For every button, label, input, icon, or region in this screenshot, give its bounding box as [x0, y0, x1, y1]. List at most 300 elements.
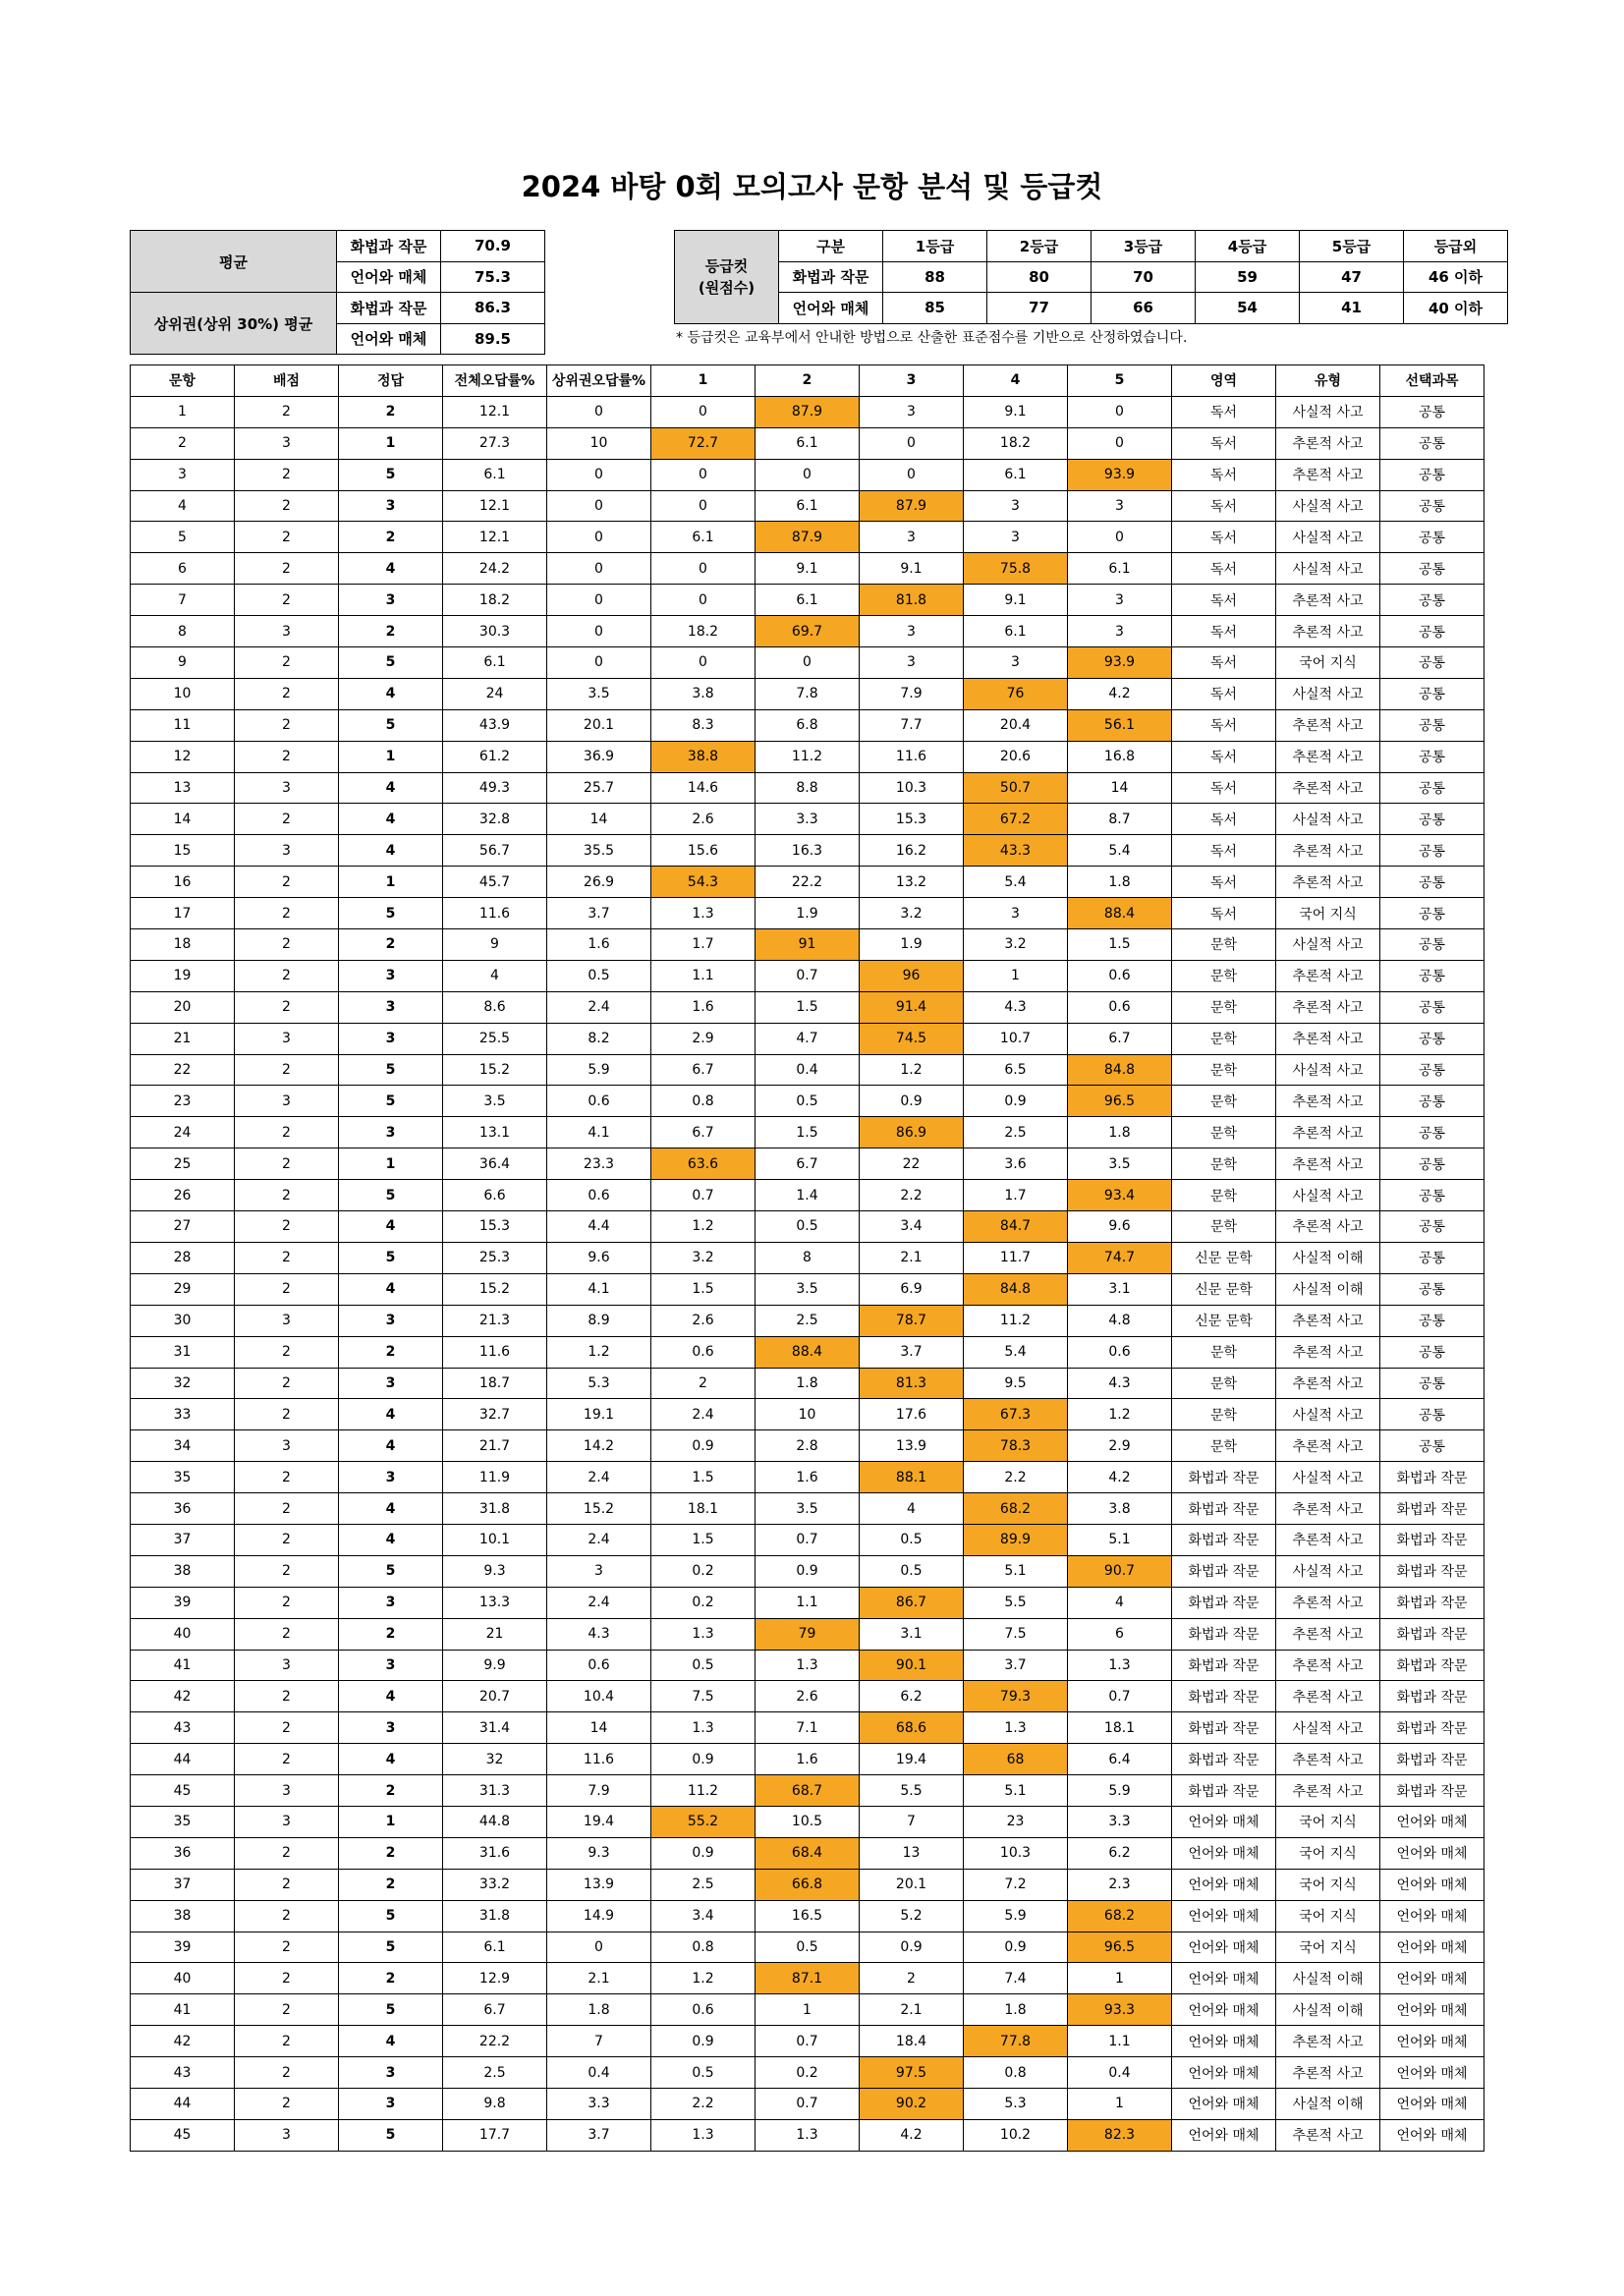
average-value: 89.5 [441, 323, 545, 355]
answer-cell: 4 [339, 1744, 443, 1775]
question-number: 16 [131, 867, 235, 898]
choice-rate-3: 1.9 [860, 929, 964, 961]
grade-cut-value: 41 [1300, 293, 1404, 324]
average-subject: 언어와 매체 [337, 323, 441, 355]
area-cell: 언어와 매체 [1172, 1837, 1276, 1869]
choice-rate-2: 1.6 [756, 1744, 860, 1775]
elective-cell: 화법과 작문 [1380, 1524, 1484, 1555]
answer-cell: 3 [339, 1305, 443, 1336]
grade-cut-value: 80 [987, 261, 1092, 293]
choice-rate-1: 0.2 [651, 1587, 756, 1618]
overall-error-rate: 11.9 [443, 1462, 547, 1493]
area-cell: 문학 [1172, 1399, 1276, 1430]
choice-rate-3: 13.2 [860, 867, 964, 898]
choice-rate-5: 18.1 [1068, 1712, 1172, 1744]
choice-rate-3: 6.9 [860, 1273, 964, 1305]
type-cell: 사실적 사고 [1276, 678, 1380, 709]
choice-rate-5: 1.5 [1068, 929, 1172, 961]
table-row [131, 1336, 1484, 1368]
table-row [131, 1368, 1484, 1399]
area-cell: 독서 [1172, 522, 1276, 553]
choice-rate-4: 11.7 [964, 1242, 1068, 1273]
table-row [131, 709, 1484, 741]
column-header: 선택과목 [1380, 365, 1484, 397]
elective-cell: 공통 [1380, 1086, 1484, 1117]
table-row [131, 960, 1484, 991]
choice-rate-5: 82.3 [1068, 2119, 1172, 2151]
column-header: 4 [964, 365, 1068, 397]
choice-rate-1: 0 [651, 459, 756, 490]
answer-cell: 5 [339, 1994, 443, 2026]
elective-cell: 공통 [1380, 553, 1484, 585]
question-number: 36 [131, 1493, 235, 1525]
choice-rate-5: 3.5 [1068, 1148, 1172, 1180]
question-number: 22 [131, 1054, 235, 1086]
table-row [131, 929, 1484, 961]
type-cell: 추론적 사고 [1276, 1587, 1380, 1618]
top-error-rate: 14.9 [547, 1900, 651, 1932]
choice-rate-1: 2.6 [651, 1305, 756, 1336]
question-number: 29 [131, 1273, 235, 1305]
choice-rate-4: 6.5 [964, 1054, 1068, 1086]
top-error-rate: 0 [547, 396, 651, 427]
area-cell: 화법과 작문 [1172, 1775, 1276, 1807]
table-row [131, 2057, 1484, 2089]
choice-rate-3: 7.9 [860, 678, 964, 709]
area-cell: 독서 [1172, 553, 1276, 585]
choice-rate-3: 2.1 [860, 1242, 964, 1273]
top-error-rate: 4.1 [547, 1273, 651, 1305]
choice-rate-3: 3.2 [860, 898, 964, 929]
average-subject: 언어와 매체 [337, 261, 441, 293]
overall-error-rate: 12.1 [443, 396, 547, 427]
choice-rate-1: 1.2 [651, 1211, 756, 1243]
table-row [131, 2088, 1484, 2119]
area-cell: 화법과 작문 [1172, 1650, 1276, 1681]
type-cell: 추론적 사고 [1276, 2026, 1380, 2057]
top-error-rate: 7.9 [547, 1775, 651, 1807]
overall-error-rate: 6.1 [443, 459, 547, 490]
overall-error-rate: 12.1 [443, 490, 547, 522]
area-cell: 문학 [1172, 1336, 1276, 1368]
choice-rate-5: 56.1 [1068, 709, 1172, 741]
question-number: 24 [131, 1117, 235, 1148]
choice-rate-5: 2.3 [1068, 1869, 1172, 1900]
choice-rate-5: 0.7 [1068, 1681, 1172, 1712]
elective-cell: 공통 [1380, 804, 1484, 835]
choice-rate-5: 93.9 [1068, 647, 1172, 679]
top-error-rate: 9.6 [547, 1242, 651, 1273]
answer-cell: 3 [339, 1462, 443, 1493]
choice-rate-5: 4.3 [1068, 1368, 1172, 1399]
choice-rate-2: 0.5 [756, 1086, 860, 1117]
choice-rate-2: 0.7 [756, 1524, 860, 1555]
area-cell: 화법과 작문 [1172, 1587, 1276, 1618]
area-cell: 독서 [1172, 647, 1276, 679]
grade-cut-value: 40 이하 [1404, 293, 1508, 324]
area-cell: 독서 [1172, 835, 1276, 867]
choice-rate-5: 3 [1068, 585, 1172, 616]
overall-error-rate: 13.1 [443, 1117, 547, 1148]
question-number: 41 [131, 1650, 235, 1681]
top-error-rate: 0.6 [547, 1086, 651, 1117]
average-label: 평균 [131, 231, 337, 293]
answer-cell: 3 [339, 1117, 443, 1148]
answer-cell: 5 [339, 1086, 443, 1117]
points-cell: 2 [235, 1148, 339, 1180]
elective-cell: 공통 [1380, 991, 1484, 1023]
overall-error-rate: 31.6 [443, 1837, 547, 1869]
choice-rate-4: 6.1 [964, 616, 1068, 647]
table-row [131, 1524, 1484, 1555]
table-row [131, 1148, 1484, 1180]
answer-cell: 4 [339, 2026, 443, 2057]
choice-rate-3: 74.5 [860, 1023, 964, 1054]
table-row [131, 1650, 1484, 1681]
points-cell: 2 [235, 804, 339, 835]
choice-rate-2: 4.7 [756, 1023, 860, 1054]
choice-rate-4: 1.7 [964, 1180, 1068, 1211]
choice-rate-3: 0.5 [860, 1524, 964, 1555]
choice-rate-5: 1 [1068, 1963, 1172, 1994]
answer-cell: 2 [339, 1336, 443, 1368]
choice-rate-5: 0.6 [1068, 960, 1172, 991]
choice-rate-4: 68 [964, 1744, 1068, 1775]
type-cell: 사실적 사고 [1276, 929, 1380, 961]
choice-rate-2: 2.8 [756, 1430, 860, 1462]
elective-cell: 공통 [1380, 772, 1484, 804]
overall-error-rate: 11.6 [443, 898, 547, 929]
points-cell: 2 [235, 898, 339, 929]
choice-rate-1: 15.6 [651, 835, 756, 867]
points-cell: 2 [235, 490, 339, 522]
column-header: 전체오답률% [443, 365, 547, 397]
answer-cell: 4 [339, 1399, 443, 1430]
type-cell: 국어 지식 [1276, 1806, 1380, 1837]
type-cell: 추론적 사고 [1276, 1368, 1380, 1399]
type-cell: 추론적 사고 [1276, 1086, 1380, 1117]
choice-rate-5: 1.8 [1068, 867, 1172, 898]
points-cell: 2 [235, 1336, 339, 1368]
column-header: 1 [651, 365, 756, 397]
choice-rate-5: 0 [1068, 396, 1172, 427]
choice-rate-5: 8.7 [1068, 804, 1172, 835]
question-number: 4 [131, 490, 235, 522]
type-cell: 국어 지식 [1276, 898, 1380, 929]
choice-rate-1: 55.2 [651, 1806, 756, 1837]
question-number: 44 [131, 1744, 235, 1775]
points-cell: 2 [235, 2026, 339, 2057]
choice-rate-4: 5.9 [964, 1900, 1068, 1932]
overall-error-rate: 32.7 [443, 1399, 547, 1430]
average-score-table [130, 230, 545, 355]
choice-rate-1: 2.2 [651, 2088, 756, 2119]
choice-rate-5: 5.4 [1068, 835, 1172, 867]
table-row [131, 1023, 1484, 1054]
elective-cell: 공통 [1380, 1368, 1484, 1399]
area-cell: 신문 문학 [1172, 1273, 1276, 1305]
answer-cell: 5 [339, 709, 443, 741]
choice-rate-2: 6.8 [756, 709, 860, 741]
points-cell: 2 [235, 1932, 339, 1963]
area-cell: 문학 [1172, 991, 1276, 1023]
choice-rate-3: 16.2 [860, 835, 964, 867]
answer-cell: 2 [339, 1837, 443, 1869]
choice-rate-5: 3.8 [1068, 1493, 1172, 1525]
choice-rate-4: 67.2 [964, 804, 1068, 835]
choice-rate-1: 11.2 [651, 1775, 756, 1807]
choice-rate-3: 19.4 [860, 1744, 964, 1775]
answer-cell: 3 [339, 1587, 443, 1618]
top-error-rate: 3.3 [547, 2088, 651, 2119]
question-number: 33 [131, 1399, 235, 1430]
choice-rate-5: 0 [1068, 522, 1172, 553]
type-cell: 추론적 사고 [1276, 991, 1380, 1023]
elective-cell: 공통 [1380, 1180, 1484, 1211]
choice-rate-2: 22.2 [756, 867, 860, 898]
column-header: 5 [1068, 365, 1172, 397]
points-cell: 2 [235, 1963, 339, 1994]
type-cell: 추론적 사고 [1276, 709, 1380, 741]
top-error-rate: 20.1 [547, 709, 651, 741]
question-number: 26 [131, 1180, 235, 1211]
area-cell: 문학 [1172, 1211, 1276, 1243]
table-row [131, 1806, 1484, 1837]
type-cell: 사실적 사고 [1276, 396, 1380, 427]
table-row [131, 1932, 1484, 1963]
elective-cell: 공통 [1380, 396, 1484, 427]
top-error-rate: 2.4 [547, 1462, 651, 1493]
choice-rate-5: 96.5 [1068, 1932, 1172, 1963]
area-cell: 독서 [1172, 585, 1276, 616]
elective-cell: 화법과 작문 [1380, 1555, 1484, 1587]
area-cell: 화법과 작문 [1172, 1462, 1276, 1493]
top-error-rate: 3.5 [547, 678, 651, 709]
table-row [131, 1399, 1484, 1430]
area-cell: 독서 [1172, 867, 1276, 898]
question-number: 31 [131, 1336, 235, 1368]
choice-rate-2: 3.5 [756, 1273, 860, 1305]
choice-rate-1: 0.5 [651, 2057, 756, 2089]
choice-rate-2: 91 [756, 929, 860, 961]
answer-cell: 2 [339, 396, 443, 427]
area-cell: 독서 [1172, 741, 1276, 772]
choice-rate-3: 87.9 [860, 490, 964, 522]
answer-cell: 5 [339, 1180, 443, 1211]
grade-cut-header-cell: 등급외 [1404, 231, 1508, 262]
grade-cut-header-cell: 구분 [779, 231, 883, 262]
overall-error-rate: 32.8 [443, 804, 547, 835]
choice-rate-4: 5.4 [964, 1336, 1068, 1368]
choice-rate-4: 7.5 [964, 1618, 1068, 1650]
table-row [131, 867, 1484, 898]
overall-error-rate: 9.8 [443, 2088, 547, 2119]
overall-error-rate: 9.9 [443, 1650, 547, 1681]
overall-error-rate: 61.2 [443, 741, 547, 772]
choice-rate-1: 0.9 [651, 1430, 756, 1462]
choice-rate-1: 1.1 [651, 960, 756, 991]
choice-rate-5: 4.2 [1068, 1462, 1172, 1493]
choice-rate-1: 18.2 [651, 616, 756, 647]
average-value: 86.3 [441, 293, 545, 324]
type-cell: 사실적 사고 [1276, 1399, 1380, 1430]
top-error-rate: 8.9 [547, 1305, 651, 1336]
choice-rate-3: 97.5 [860, 2057, 964, 2089]
points-cell: 2 [235, 1712, 339, 1744]
points-cell: 2 [235, 2088, 339, 2119]
top-error-rate: 35.5 [547, 835, 651, 867]
points-cell: 3 [235, 616, 339, 647]
overall-error-rate: 56.7 [443, 835, 547, 867]
type-cell: 국어 지식 [1276, 1932, 1380, 1963]
type-cell: 국어 지식 [1276, 1837, 1380, 1869]
elective-cell: 공통 [1380, 459, 1484, 490]
choice-rate-2: 6.1 [756, 427, 860, 459]
question-number: 43 [131, 2057, 235, 2089]
area-cell: 독서 [1172, 490, 1276, 522]
choice-rate-5: 93.3 [1068, 1994, 1172, 2026]
area-cell: 문학 [1172, 1117, 1276, 1148]
area-cell: 신문 문학 [1172, 1305, 1276, 1336]
overall-error-rate: 33.2 [443, 1869, 547, 1900]
elective-cell: 공통 [1380, 960, 1484, 991]
elective-cell: 화법과 작문 [1380, 1681, 1484, 1712]
points-cell: 2 [235, 1618, 339, 1650]
area-cell: 문학 [1172, 1430, 1276, 1462]
grade-cut-value: 54 [1196, 293, 1300, 324]
choice-rate-4: 75.8 [964, 553, 1068, 585]
choice-rate-4: 20.6 [964, 741, 1068, 772]
points-cell: 2 [235, 585, 339, 616]
points-cell: 2 [235, 1273, 339, 1305]
overall-error-rate: 6.1 [443, 647, 547, 679]
choice-rate-5: 0 [1068, 427, 1172, 459]
grade-cut-header-cell: 1등급 [883, 231, 987, 262]
choice-rate-3: 3 [860, 616, 964, 647]
elective-cell: 언어와 매체 [1380, 1900, 1484, 1932]
points-cell: 3 [235, 2119, 339, 2151]
top-error-rate: 0.6 [547, 1650, 651, 1681]
points-cell: 3 [235, 1305, 339, 1336]
choice-rate-1: 0 [651, 490, 756, 522]
top-error-rate: 0.4 [547, 2057, 651, 2089]
area-cell: 언어와 매체 [1172, 2088, 1276, 2119]
type-cell: 사실적 사고 [1276, 553, 1380, 585]
choice-rate-1: 14.6 [651, 772, 756, 804]
choice-rate-5: 4.8 [1068, 1305, 1172, 1336]
overall-error-rate: 6.1 [443, 1932, 547, 1963]
top-error-rate: 0 [547, 616, 651, 647]
elective-cell: 언어와 매체 [1380, 1932, 1484, 1963]
choice-rate-2: 0.7 [756, 2026, 860, 2057]
points-cell: 2 [235, 1462, 339, 1493]
elective-cell: 공통 [1380, 898, 1484, 929]
points-cell: 2 [235, 741, 339, 772]
question-number: 28 [131, 1242, 235, 1273]
answer-cell: 2 [339, 929, 443, 961]
choice-rate-5: 9.6 [1068, 1211, 1172, 1243]
question-number: 43 [131, 1712, 235, 1744]
choice-rate-3: 86.9 [860, 1117, 964, 1148]
top-error-rate: 19.4 [547, 1806, 651, 1837]
choice-rate-2: 66.8 [756, 1869, 860, 1900]
average-subject: 화법과 작문 [337, 293, 441, 324]
points-cell: 3 [235, 772, 339, 804]
type-cell: 추론적 사고 [1276, 1493, 1380, 1525]
choice-rate-3: 86.7 [860, 1587, 964, 1618]
type-cell: 사실적 이해 [1276, 1963, 1380, 1994]
average-subject: 화법과 작문 [337, 231, 441, 262]
top-error-rate: 5.3 [547, 1368, 651, 1399]
choice-rate-5: 1.8 [1068, 1117, 1172, 1148]
points-cell: 2 [235, 1587, 339, 1618]
choice-rate-2: 0.7 [756, 960, 860, 991]
overall-error-rate: 24 [443, 678, 547, 709]
choice-rate-4: 9.1 [964, 585, 1068, 616]
table-row [131, 1242, 1484, 1273]
type-cell: 사실적 사고 [1276, 1555, 1380, 1587]
table-row [131, 1869, 1484, 1900]
choice-rate-4: 5.4 [964, 867, 1068, 898]
type-cell: 추론적 사고 [1276, 1148, 1380, 1180]
elective-cell: 언어와 매체 [1380, 1869, 1484, 1900]
top-error-rate: 0 [547, 522, 651, 553]
choice-rate-3: 5.5 [860, 1775, 964, 1807]
table-row [131, 1555, 1484, 1587]
choice-rate-2: 87.1 [756, 1963, 860, 1994]
choice-rate-5: 4.2 [1068, 678, 1172, 709]
choice-rate-1: 1.5 [651, 1462, 756, 1493]
choice-rate-4: 3.2 [964, 929, 1068, 961]
item-analysis-table [130, 364, 1484, 2152]
choice-rate-2: 1.8 [756, 1368, 860, 1399]
top-error-rate: 5.9 [547, 1054, 651, 1086]
answer-cell: 5 [339, 1555, 443, 1587]
top-error-rate: 0 [547, 490, 651, 522]
choice-rate-1: 0 [651, 553, 756, 585]
points-cell: 2 [235, 1180, 339, 1211]
choice-rate-1: 2 [651, 1368, 756, 1399]
table-row [131, 1462, 1484, 1493]
top-error-rate: 1.8 [547, 1994, 651, 2026]
answer-cell: 2 [339, 522, 443, 553]
table-row [131, 1681, 1484, 1712]
choice-rate-4: 18.2 [964, 427, 1068, 459]
overall-error-rate: 21 [443, 1618, 547, 1650]
type-cell: 국어 지식 [1276, 1869, 1380, 1900]
grade-cut-value: 59 [1196, 261, 1300, 293]
choice-rate-2: 6.1 [756, 585, 860, 616]
type-cell: 추론적 사고 [1276, 1681, 1380, 1712]
question-number: 30 [131, 1305, 235, 1336]
top-error-rate: 0 [547, 647, 651, 679]
table-row [131, 1054, 1484, 1086]
type-cell: 추론적 사고 [1276, 1211, 1380, 1243]
answer-cell: 4 [339, 678, 443, 709]
table-row [131, 1744, 1484, 1775]
answer-cell: 4 [339, 1524, 443, 1555]
points-cell: 2 [235, 1994, 339, 2026]
elective-cell: 공통 [1380, 1211, 1484, 1243]
choice-rate-1: 18.1 [651, 1493, 756, 1525]
area-cell: 독서 [1172, 427, 1276, 459]
grade-cut-label-text: 등급컷 (원점수) [698, 256, 756, 297]
elective-cell: 화법과 작문 [1380, 1587, 1484, 1618]
area-cell: 언어와 매체 [1172, 1932, 1276, 1963]
type-cell: 추론적 사고 [1276, 1305, 1380, 1336]
overall-error-rate: 31.8 [443, 1900, 547, 1932]
table-row [131, 1211, 1484, 1243]
